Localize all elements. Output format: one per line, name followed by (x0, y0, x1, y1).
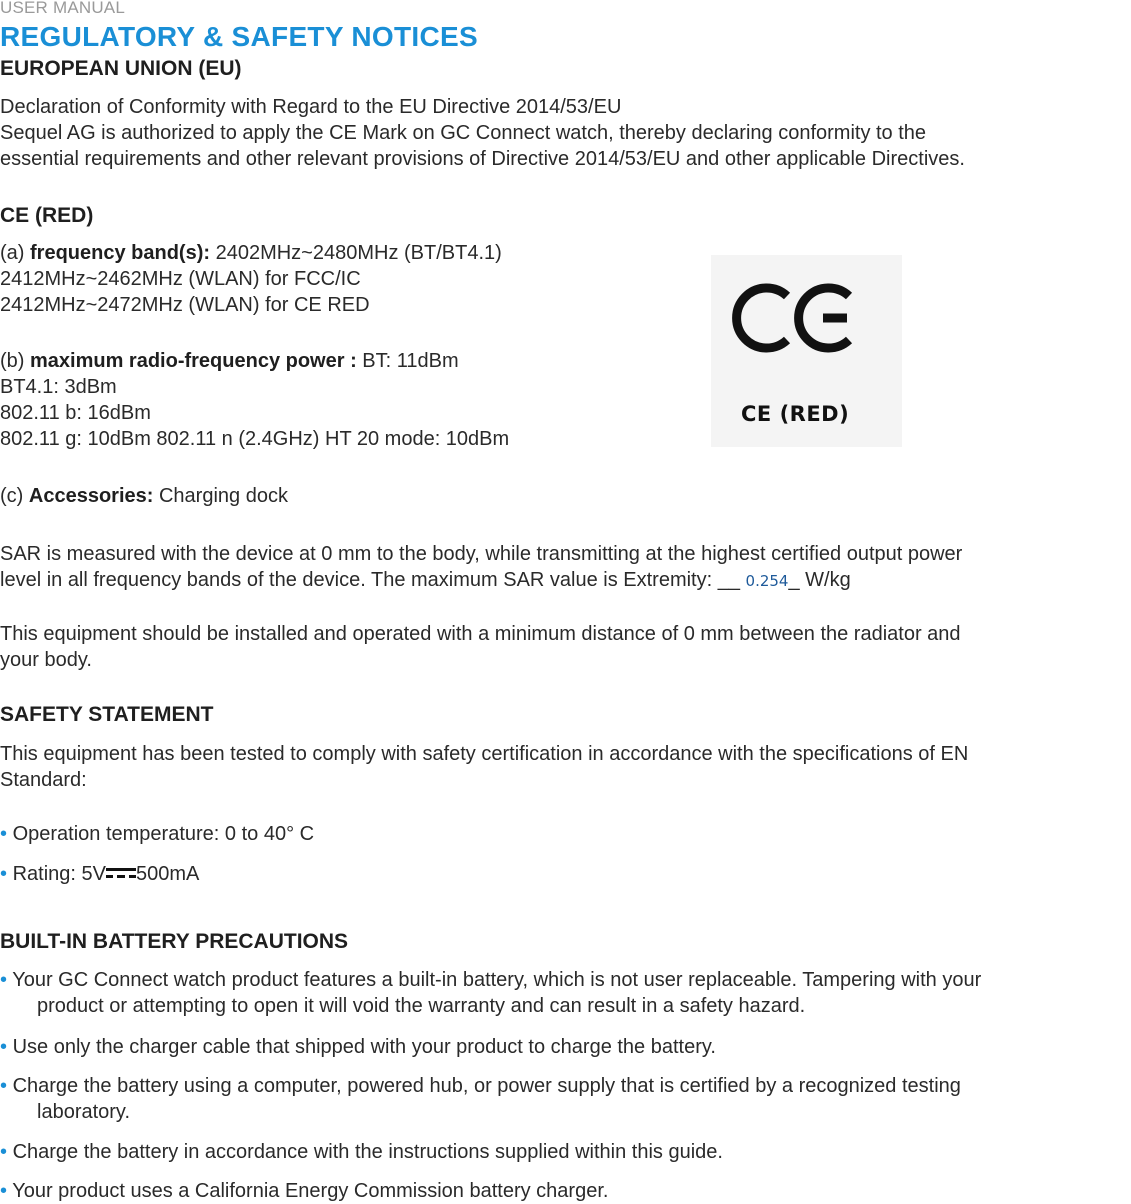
frequency-band-fcc: 2412MHz~2462MHz (WLAN) for FCC/IC (0, 268, 361, 290)
ce-red-logo-text: CE (RED) (741, 402, 850, 426)
eu-declaration-line: Declaration of Conformity with Regard to the EU Directive 2014/53/EU (0, 96, 622, 118)
distance-line-end: your body. (0, 649, 92, 671)
safety-text-end: Standard: (0, 769, 87, 791)
bullet-icon: • (0, 969, 8, 991)
battery-item-certified-supply: • Charge the battery using a computer, powered hub, or power supply that is certified by a recognized testing (0, 1075, 961, 1097)
eu-requirements-line: essential requirements and other relevant provisions of Directive 2014/53/EU and other applicable Directives. (0, 148, 965, 170)
ce-mark-icon (737, 288, 849, 348)
sar-value: 0.254 (745, 572, 789, 590)
rf-power-80211b: 802.11 b: 16dBm (0, 402, 151, 424)
eu-heading: EUROPEAN UNION (EU) (0, 57, 242, 80)
sar-line: SAR is measured with the device at 0 mm to the body, while transmitting at the highest certified output power (0, 543, 963, 565)
bullet-icon: • (0, 863, 8, 885)
safety-heading: SAFETY STATEMENT (0, 703, 214, 726)
ce-red-logo (711, 255, 902, 447)
ce-red-heading: CE (RED) (0, 204, 94, 227)
sar-value-line: level in all frequency bands of the device. The maximum SAR value is Extremity: __ 0.254_ W/kg (0, 569, 851, 591)
operation-temperature-item: • Operation temperature: 0 to 40° C (0, 823, 315, 845)
battery-item-cec: • Your product uses a California Energy Commission battery charger. (0, 1180, 609, 1202)
document-label: USER MANUAL (0, 0, 126, 17)
battery-item-charger-cable: • Use only the charger cable that shipped with your product to charge the battery. (0, 1036, 716, 1058)
frequency-band-ce: 2412MHz~2472MHz (WLAN) for CE RED (0, 294, 370, 316)
battery-item-builtin-cont: product or attempting to open it will void the warranty and can result in a safety hazard. (37, 995, 806, 1017)
safety-text: This equipment has been tested to comply with safety certification in accordance with the specifications of EN (0, 743, 969, 765)
eu-authorization-line: Sequel AG is authorized to apply the CE Mark on GC Connect watch, thereby declaring conformity to the (0, 122, 927, 144)
battery-heading: BUILT-IN BATTERY PRECAUTIONS (0, 930, 349, 953)
bullet-icon: • (0, 1141, 8, 1163)
frequency-band-line: (a) frequency band(s): 2402MHz~2480MHz (BT/BT4.1) (0, 242, 502, 264)
battery-item-instructions: • Charge the battery in accordance with the instructions supplied within this guide. (0, 1141, 723, 1163)
accessories-line: (c) Accessories: Charging dock (0, 485, 288, 507)
bullet-icon: • (0, 1075, 8, 1097)
rating-item: • Rating: 5V 500mA (0, 863, 200, 885)
distance-line: This equipment should be installed and operated with a minimum distance of 0 mm between the radiator and (0, 623, 961, 645)
page-title: REGULATORY & SAFETY NOTICES (0, 21, 478, 52)
rf-power-line: (b) maximum radio-frequency power : BT: 11dBm (0, 350, 459, 372)
rf-power-80211gn: 802.11 g: 10dBm 802.11 n (2.4GHz) HT 20 mode: 10dBm (0, 428, 510, 450)
bullet-icon: • (0, 1180, 8, 1202)
battery-item-builtin: • Your GC Connect watch product features a built-in battery, which is not user replaceable. Tampering with your (0, 969, 982, 991)
direct-current-icon (106, 866, 136, 880)
battery-item-certified-supply-cont: laboratory. (37, 1101, 131, 1123)
bullet-icon: • (0, 823, 8, 845)
bullet-icon: • (0, 1036, 8, 1058)
rf-power-bt41: BT4.1: 3dBm (0, 376, 117, 398)
